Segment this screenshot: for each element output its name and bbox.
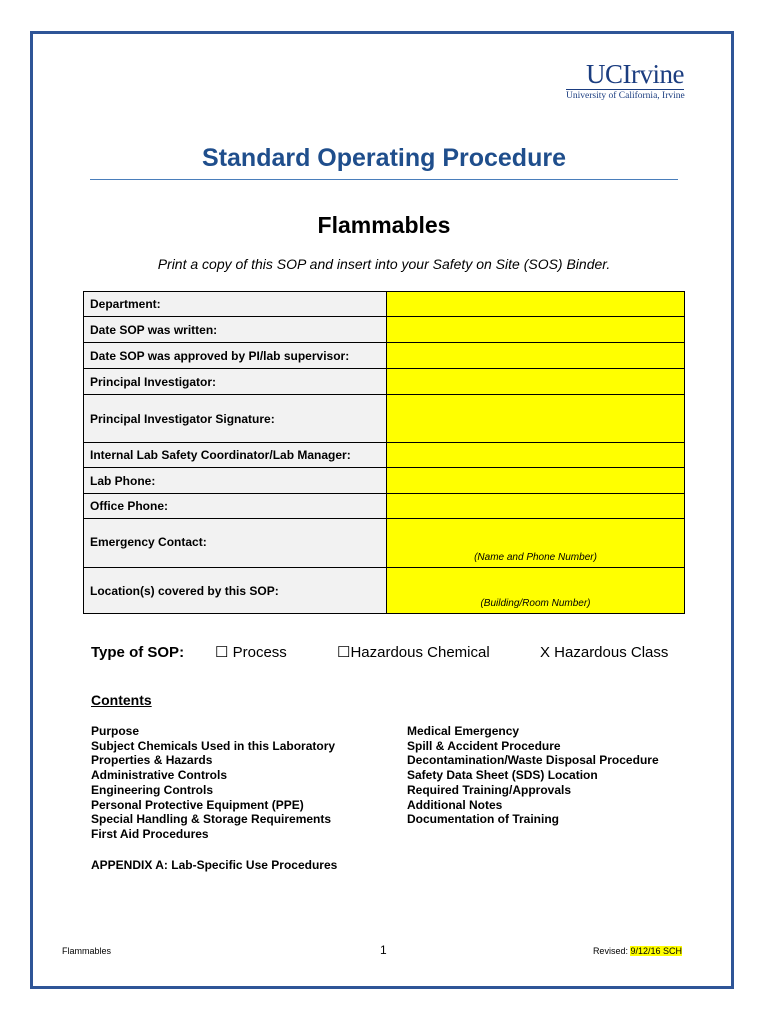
- contents-item: Engineering Controls: [91, 782, 214, 797]
- contents-item: Decontamination/Waste Disposal Procedure: [407, 753, 659, 768]
- logo-wordmark: UCIrvine: [586, 59, 684, 89]
- contents-item: Additional Notes: [407, 797, 503, 812]
- lab-phone-field[interactable]: [387, 468, 685, 494]
- table-row: [84, 568, 685, 614]
- sop-type-hazardous-chemical-option[interactable]: ☐Hazardous Chemical: [337, 644, 490, 661]
- emergency-contact-label: Emergency Contact:: [84, 519, 387, 568]
- pi-field[interactable]: [387, 369, 685, 395]
- title-divider: [90, 179, 678, 180]
- contents-item: Documentation of Training: [407, 812, 559, 827]
- pi-signature-field[interactable]: [387, 395, 685, 443]
- contents-list-left: [91, 724, 335, 842]
- contents-item: Spill & Accident Procedure: [407, 738, 561, 753]
- footer-revised: [593, 946, 682, 956]
- date-approved-label: Date SOP was approved by PI/lab supervisor:: [84, 343, 387, 369]
- sop-subject-title: Flammables: [317, 212, 451, 238]
- sop-type-hazardous-class-option[interactable]: X Hazardous Class: [540, 644, 669, 661]
- contents-item: Special Handling & Storage Requirements: [91, 812, 332, 827]
- document-title: Standard Operating Procedure: [202, 144, 566, 172]
- department-field[interactable]: [387, 292, 685, 317]
- revised-label: Revised:: [592, 946, 631, 956]
- lab-manager-label: Internal Lab Safety Coordinator/Lab Manager:: [84, 443, 387, 468]
- table-row: [84, 443, 685, 468]
- date-approved-field[interactable]: [387, 343, 685, 369]
- contents-item: Medical Emergency: [407, 724, 520, 738]
- department-label: Department:: [84, 292, 387, 317]
- logo-subtitle: University of California, Irvine: [566, 91, 685, 101]
- location-field[interactable]: [387, 568, 685, 614]
- contents-item: Properties & Hazards: [91, 753, 213, 768]
- footer-doc-name: Flammables: [62, 946, 112, 956]
- date-written-label: Date SOP was written:: [84, 317, 387, 343]
- sop-type-row: [91, 644, 691, 664]
- contents-list-right: [407, 724, 659, 827]
- contents-item: Personal Protective Equipment (PPE): [91, 797, 304, 812]
- table-row: [84, 369, 685, 395]
- contents-item: Subject Chemicals Used in this Laboratory: [91, 738, 336, 753]
- emergency-contact-field[interactable]: [387, 519, 685, 568]
- table-row: [84, 494, 685, 519]
- pi-signature-label: Principal Investigator Signature:: [84, 395, 387, 443]
- contents-item: Purpose: [91, 724, 140, 738]
- table-row: [84, 317, 685, 343]
- date-written-field[interactable]: [387, 317, 685, 343]
- contents-item: Required Training/Approvals: [407, 782, 572, 797]
- page-number: 1: [380, 943, 387, 957]
- sop-info-table: [83, 291, 685, 614]
- sop-type-label: Type of SOP:: [91, 644, 185, 661]
- contents-heading: Contents: [91, 692, 152, 708]
- contents-item: Safety Data Sheet (SDS) Location: [407, 768, 598, 783]
- location-hint: (Building/Room Number): [480, 598, 591, 609]
- uci-logo: [566, 60, 684, 101]
- lab-manager-field[interactable]: [387, 443, 685, 468]
- emergency-contact-hint: (Name and Phone Number): [474, 552, 597, 563]
- appendix-line: APPENDIX A: Lab-Specific Use Procedures: [91, 858, 338, 872]
- contents-item: First Aid Procedures: [91, 826, 209, 841]
- table-row: [84, 395, 685, 443]
- contents-item: Administrative Controls: [91, 768, 228, 783]
- table-row: [84, 519, 685, 568]
- lab-phone-label: Lab Phone:: [84, 468, 387, 494]
- pi-label: Principal Investigator:: [84, 369, 387, 395]
- location-label: Location(s) covered by this SOP:: [84, 568, 387, 614]
- office-phone-label: Office Phone:: [84, 494, 387, 519]
- table-row: [84, 343, 685, 369]
- revised-value: 9/12/16 SCH: [630, 946, 682, 956]
- table-row: [84, 292, 685, 317]
- office-phone-field[interactable]: [387, 494, 685, 519]
- sop-type-process-option[interactable]: ☐ Process: [215, 644, 287, 661]
- table-row: [84, 468, 685, 494]
- instruction-text: Print a copy of this SOP and insert into your Safety on Site (SOS) Binder.: [157, 256, 611, 272]
